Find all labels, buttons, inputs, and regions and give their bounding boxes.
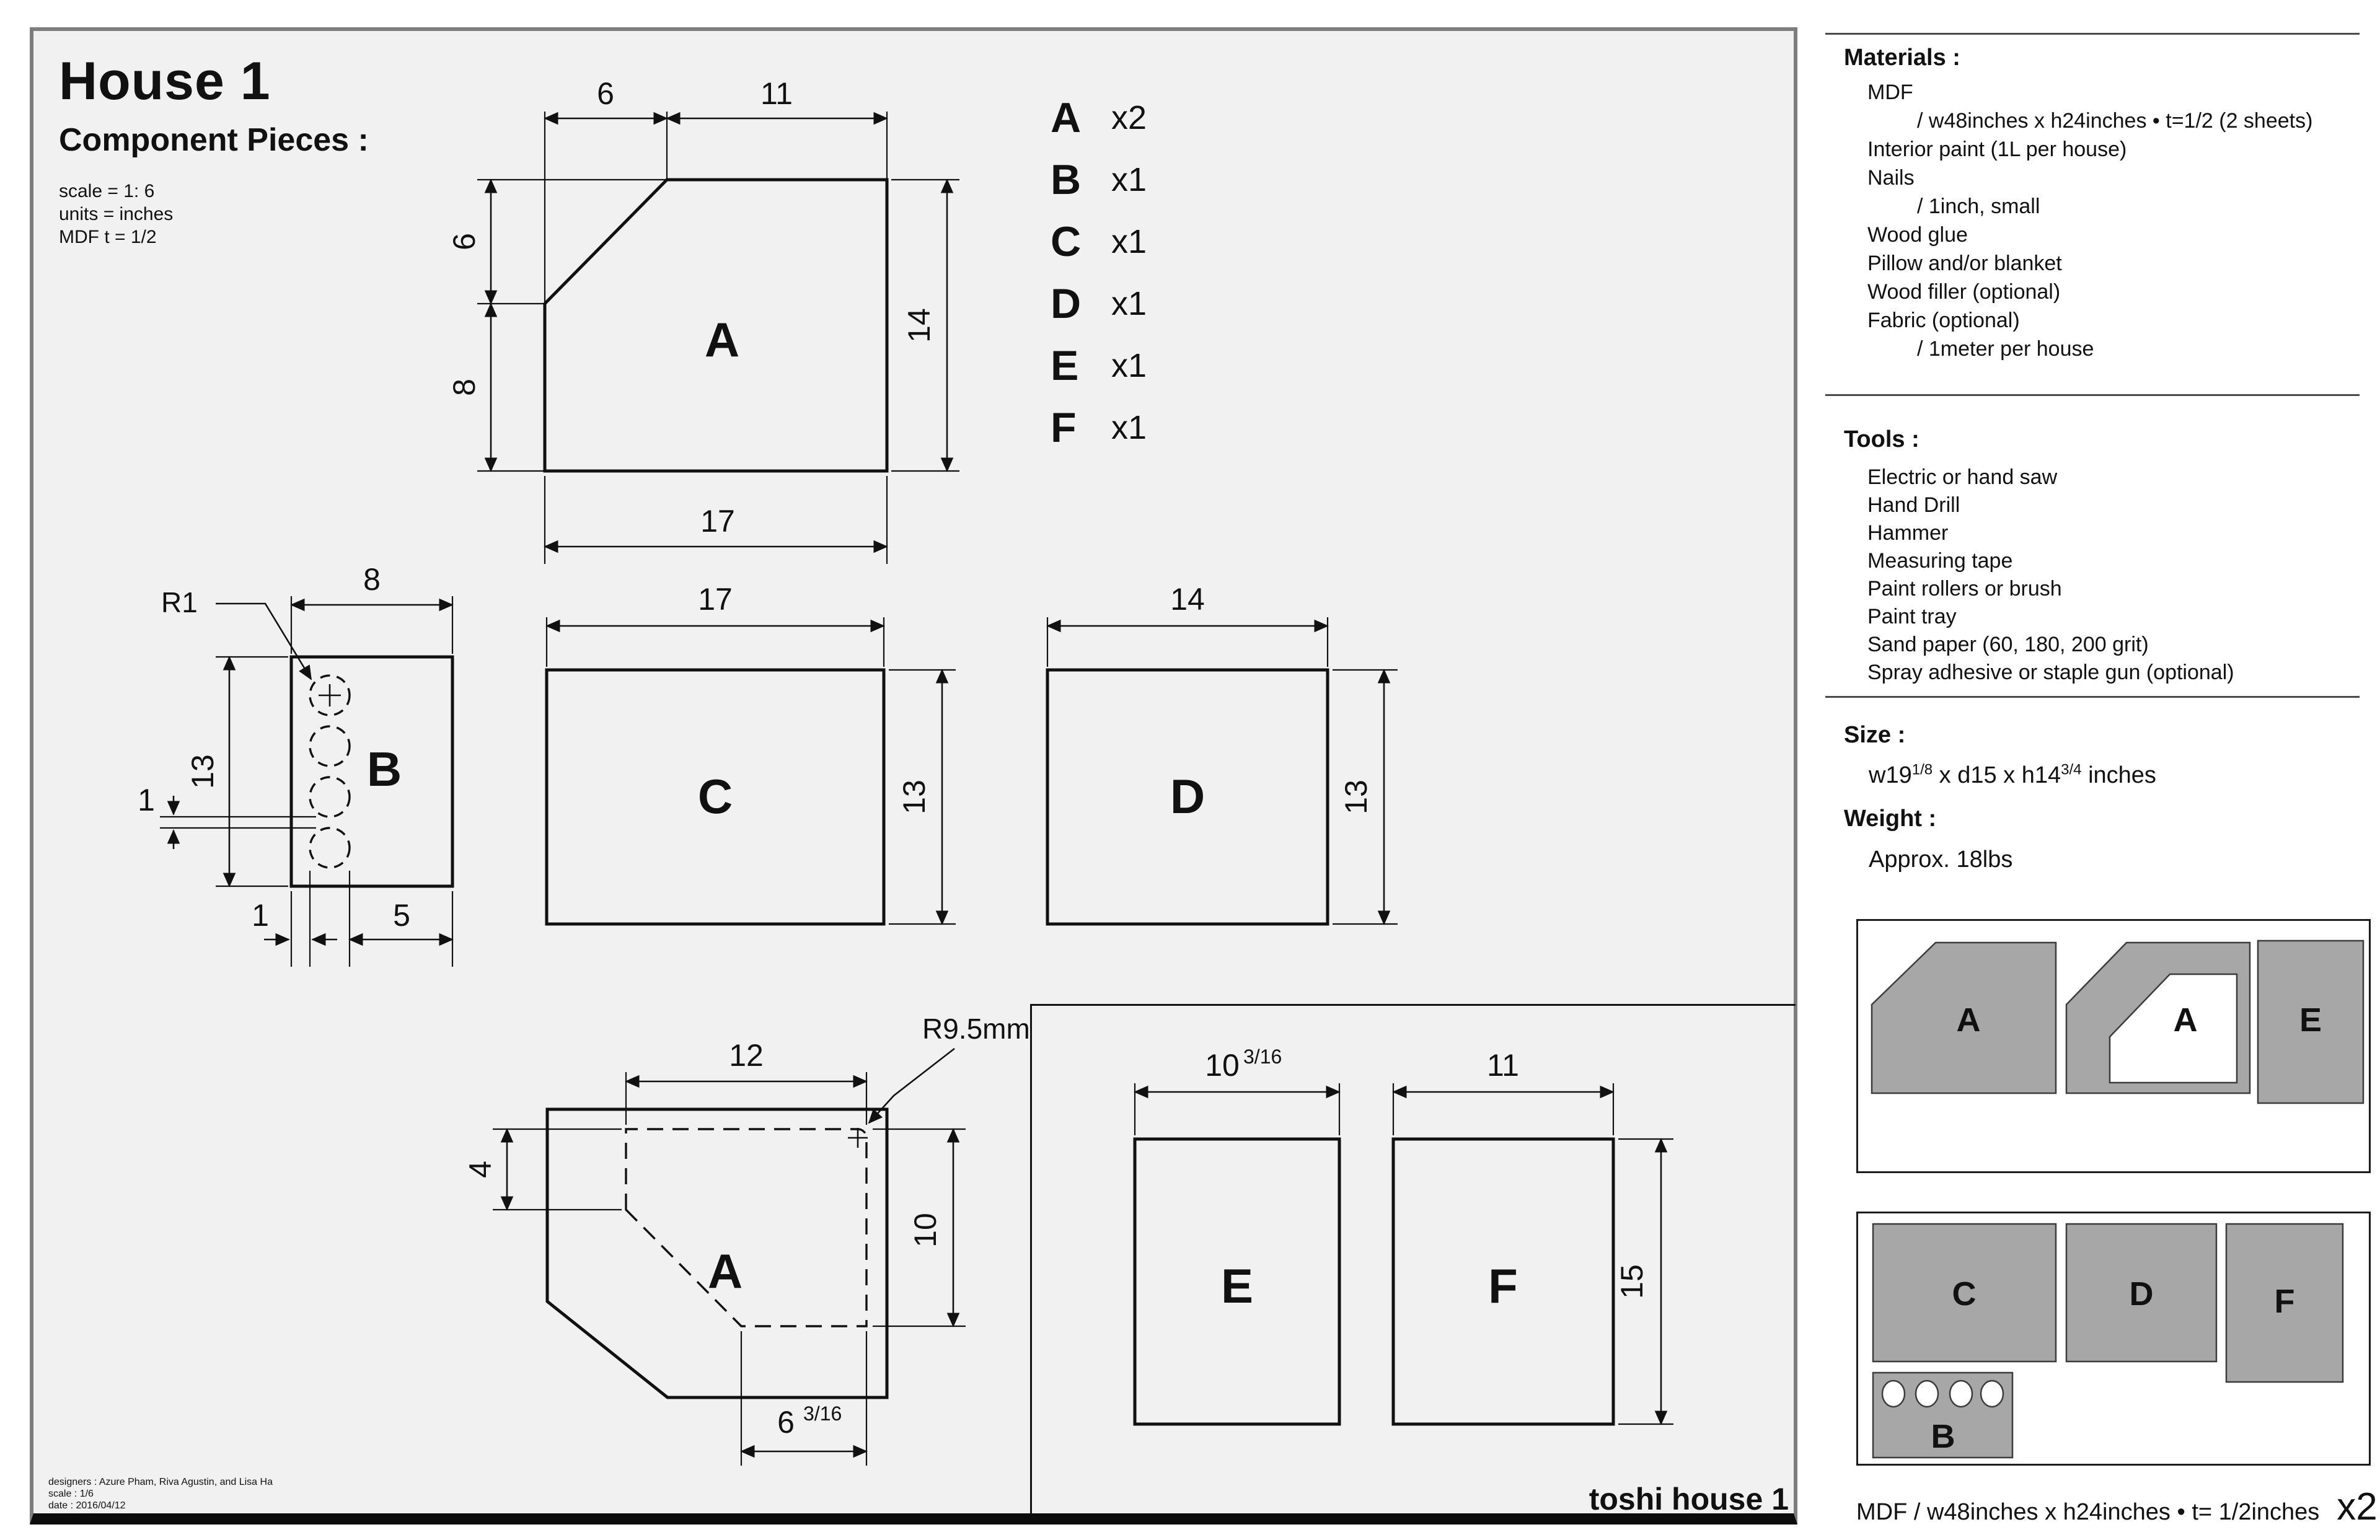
dim-right (891, 180, 959, 471)
cut-caption-multiplier: x2 (2337, 1485, 2378, 1528)
cut-sheet-caption (1856, 1485, 2378, 1529)
count-qty: x1 (1111, 409, 1147, 446)
tools-list (1844, 464, 2234, 687)
cut-label-b: B (1931, 1418, 1955, 1455)
size-heading: Size : (1844, 722, 1906, 748)
dim-left (185, 657, 288, 886)
material-item: Interior paint (1L per house) (1867, 138, 2127, 161)
cut-label-f: F (2274, 1283, 2295, 1320)
materials-list (1844, 78, 2312, 363)
svg-text:17: 17 (700, 504, 735, 539)
dim-hole-gap (138, 783, 316, 849)
material-item: Fabric (optional) (1867, 309, 2020, 332)
svg-text:13: 13 (1339, 780, 1373, 814)
piece-e-f-drawing (1054, 1016, 1735, 1487)
cut-label-e: E (2299, 1001, 2322, 1039)
material-item-sub: / w48inches x h24inches • t=1/2 (2 sheets) (1917, 109, 2313, 133)
tool-item: Spray adhesive or staple gun (optional) (1867, 661, 2234, 684)
piece-a-bottom-drawing (459, 992, 1054, 1487)
svg-text:3/16: 3/16 (1243, 1045, 1282, 1068)
svg-text:11: 11 (760, 76, 793, 111)
component-count-list (1051, 87, 1147, 459)
count-letter: F (1051, 404, 1077, 451)
piece-a-top-drawing (434, 74, 992, 589)
material-item: Pillow and/or blanket (1867, 252, 2062, 275)
cut-label-a1: A (1956, 1001, 1981, 1039)
svg-text:12: 12 (729, 1038, 764, 1073)
radius-callout (869, 1013, 1030, 1123)
svg-text:13: 13 (185, 754, 220, 789)
svg-text:8: 8 (447, 379, 482, 396)
sidebar-divider-2 (1825, 394, 2360, 396)
designer-block (48, 1476, 273, 1511)
piece-b-holes (310, 675, 350, 868)
cut-sheet-1-layout (1858, 921, 2369, 1171)
material-item-sub: / 1inch, small (1917, 195, 2040, 218)
sidebar-divider-1 (1825, 33, 2360, 35)
piece-d-drawing (1016, 576, 1438, 973)
size-p1: w19 (1869, 762, 1912, 788)
size-sup1: 1/8 (1911, 761, 1933, 778)
tool-item: Hand Drill (1867, 493, 1960, 517)
dim-right (1333, 670, 1398, 924)
svg-text:1: 1 (138, 783, 155, 817)
piece-b-drawing (112, 558, 521, 1041)
piece-f-label: F (1488, 1259, 1518, 1313)
dim-right (889, 670, 956, 924)
svg-text:11: 11 (1487, 1048, 1519, 1083)
sheet-title: toshi house 1 (1589, 1482, 1789, 1516)
svg-text:10: 10 (1205, 1048, 1240, 1083)
svg-text:R1: R1 (161, 586, 198, 618)
cut-label-a2: A (2173, 1001, 2198, 1039)
dim-top-f (1393, 1048, 1613, 1135)
page-subtitle: Component Pieces : (59, 122, 369, 158)
svg-text:17: 17 (698, 582, 733, 617)
sidebar-divider-3 (1825, 696, 2360, 698)
dim-right-f (1615, 1139, 1673, 1424)
cut-caption-text: MDF / w48inches x h24inches • t= 1/2inches (1856, 1499, 2320, 1525)
tool-item: Sand paper (60, 180, 200 grit) (1867, 633, 2149, 656)
note-scale: scale = 1: 6 (59, 181, 155, 201)
piece-c-drawing (508, 576, 979, 973)
dim-left (447, 180, 667, 471)
dim-top (291, 562, 452, 654)
count-letter: A (1051, 94, 1082, 141)
piece-d-label: D (1170, 769, 1205, 824)
count-row-d (1051, 273, 1147, 335)
svg-text:13: 13 (897, 780, 932, 814)
cut-label-d: D (2129, 1275, 2154, 1313)
svg-text:6: 6 (447, 233, 482, 250)
count-letter: E (1051, 342, 1079, 389)
material-item-sub: / 1meter per house (1917, 337, 2094, 361)
dim-left (463, 1129, 622, 1210)
count-letter: D (1051, 280, 1082, 327)
svg-text:14: 14 (1170, 582, 1205, 617)
svg-text:5: 5 (393, 898, 410, 933)
size-sup2: 3/4 (2061, 761, 2082, 778)
radius-callout (161, 586, 311, 679)
tool-item: Electric or hand saw (1867, 465, 2058, 489)
cut-label-c: C (1952, 1275, 1977, 1313)
weight-heading: Weight : (1844, 806, 1937, 832)
cut-sheet-2 (1856, 1212, 2371, 1466)
material-item: MDF (1867, 81, 1913, 104)
svg-text:6: 6 (597, 76, 614, 111)
dim-top-e (1135, 1045, 1339, 1135)
dim-top (1047, 582, 1328, 667)
cut-sheet-1 (1856, 919, 2371, 1173)
piece-e-label: E (1220, 1259, 1254, 1313)
svg-text:8: 8 (363, 562, 381, 597)
scale-line: scale : 1/6 (48, 1489, 94, 1499)
count-letter: C (1051, 218, 1082, 265)
drawing-notes (59, 180, 369, 249)
material-item: Nails (1867, 166, 1915, 190)
count-qty: x2 (1111, 99, 1147, 136)
count-qty: x1 (1111, 347, 1147, 384)
date-line: date : 2016/04/12 (48, 1500, 126, 1511)
dim-top (547, 582, 884, 667)
svg-text:R9.5mm: R9.5mm (922, 1013, 1030, 1045)
dim-bottom (545, 476, 887, 564)
size-p2: x d15 x h14 (1933, 762, 2061, 788)
cut-sheet-2-layout (1858, 1213, 2369, 1464)
tool-item: Measuring tape (1867, 549, 2013, 573)
svg-text:10: 10 (908, 1213, 943, 1247)
tool-item: Hammer (1867, 521, 1949, 545)
cut-piece-b-hole (1882, 1381, 1905, 1407)
material-item: Wood glue (1867, 223, 1968, 247)
piece-a-label: A (704, 312, 740, 367)
subpanel-border-top (1030, 1004, 1796, 1006)
svg-text:4: 4 (463, 1161, 498, 1178)
count-row-a (1051, 87, 1147, 149)
dim-top (545, 76, 887, 304)
count-row-f (1051, 397, 1147, 459)
count-row-c (1051, 211, 1147, 273)
count-row-b (1051, 149, 1147, 211)
designers-line: designers : Azure Pham, Riva Agustin, and Lisa Ha (48, 1477, 273, 1487)
title-block (59, 51, 369, 249)
count-row-e (1051, 335, 1147, 397)
tool-item: Paint rollers or brush (1867, 577, 2062, 601)
svg-text:1: 1 (252, 898, 269, 933)
svg-text:15: 15 (1615, 1264, 1649, 1299)
piece-b-label: B (366, 742, 402, 796)
dim-top (626, 1038, 866, 1125)
cut-piece-b-hole (1981, 1381, 2003, 1407)
piece-a-bottom-label: A (707, 1244, 743, 1298)
count-qty: x1 (1111, 161, 1147, 198)
page-title: House 1 (59, 51, 271, 111)
count-qty: x1 (1111, 223, 1147, 260)
piece-a-recess-outline (626, 1129, 866, 1326)
recess-corner-cross (848, 1128, 868, 1148)
count-qty: x1 (1111, 285, 1147, 322)
note-units: units = inches (59, 204, 174, 224)
material-item: Wood filler (optional) (1867, 280, 2061, 304)
subpanel-border-left (1030, 1004, 1032, 1515)
materials-heading: Materials : (1844, 45, 1960, 71)
tool-item: Paint tray (1867, 605, 1957, 628)
svg-text:6: 6 (777, 1405, 795, 1440)
cut-piece-b-hole (1916, 1381, 1938, 1407)
size-value (1869, 762, 2156, 789)
weight-value: Approx. 18lbs (1869, 847, 2013, 873)
size-p3: inches (2081, 762, 2156, 788)
svg-text:3/16: 3/16 (803, 1402, 842, 1425)
count-letter: B (1051, 156, 1082, 203)
piece-c-label: C (697, 769, 733, 824)
svg-text:14: 14 (902, 308, 937, 343)
note-thickness: MDF t = 1/2 (59, 227, 157, 247)
cut-piece-b-hole (1950, 1381, 1972, 1407)
tools-heading: Tools : (1844, 426, 1919, 452)
